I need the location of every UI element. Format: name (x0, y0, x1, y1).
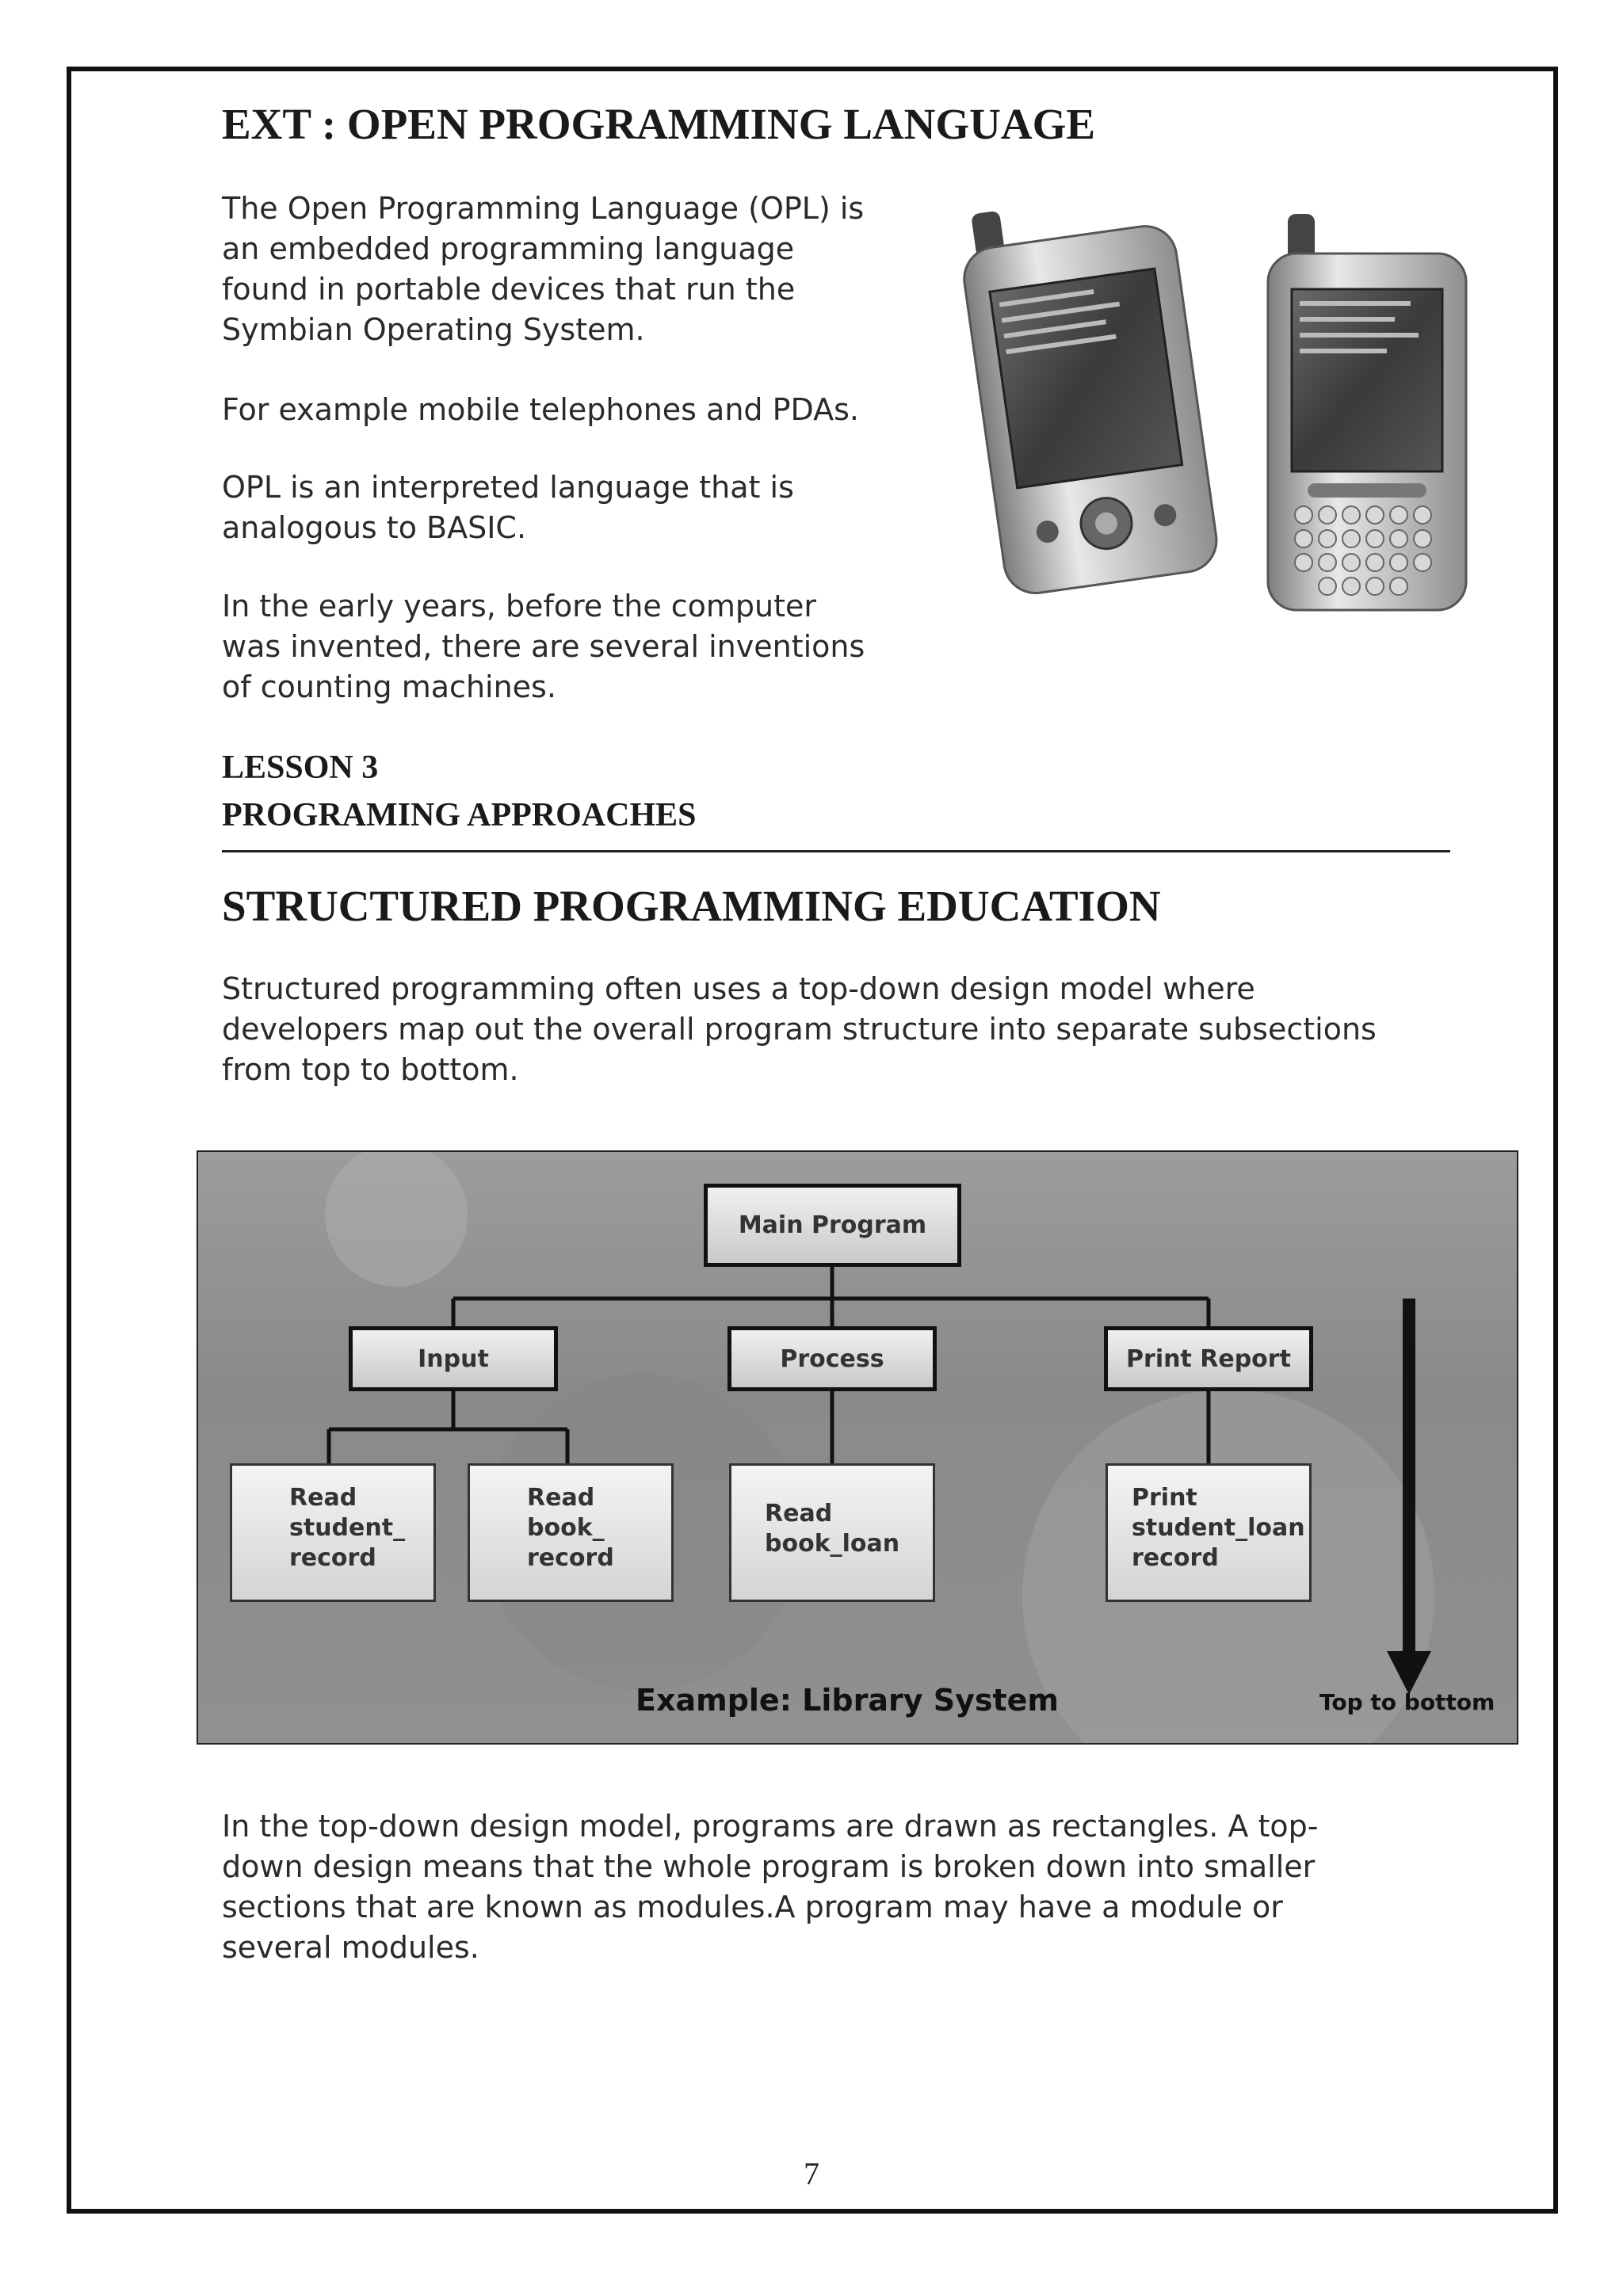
leaf-read-student-record: Read student_ record (230, 1463, 436, 1602)
diagram-caption: Example: Library System (636, 1683, 1059, 1718)
structured-paragraph: Structured programming often uses a top-down design model where developers map out the overall program structure into separate subsections from top to bottom. (222, 971, 1377, 1087)
leaf-read-book-record: Read book_ record (468, 1463, 674, 1602)
process-box: Process (727, 1326, 937, 1391)
top-down-diagram (197, 1150, 1518, 1745)
heading-structured: STRUCTURED PROGRAMMING EDUCATION (222, 882, 1161, 930)
pda-right (1268, 214, 1466, 610)
pda-devices-image (935, 190, 1490, 618)
opl-paragraph-3: OPL is an interpreted language that is analogous to BASIC. (222, 470, 794, 545)
opl-paragraph-2: For example mobile telephones and PDAs. (222, 392, 860, 427)
leaf-print-student-loan-record: Print student_loan record (1106, 1463, 1312, 1602)
opl-paragraph-4: In the early years, before the computer was invented, there are several inventions of counting machines. (222, 589, 865, 704)
bottom-paragraph: In the top-down design model, programs are drawn as rectangles. A top- down design means that the whole program is broken down into smaller sections that are known as modules.A program may have a module or several modules. (222, 1809, 1319, 1965)
input-box: Input (349, 1326, 558, 1391)
print-report-box: Print Report (1104, 1326, 1313, 1391)
heading-opl: EXT : OPEN PROGRAMMING LANGUAGE (222, 100, 1096, 148)
leaf-read-book-loan: Read book_loan (729, 1463, 935, 1602)
opl-paragraph-1: The Open Programming Language (OPL) is an embedded programming language found in portable devices that run the Symbian Operating System. (222, 191, 865, 347)
section-divider (222, 850, 1450, 852)
lesson-title: PROGRAMING APPROACHES (222, 797, 697, 833)
pda-left (955, 190, 1220, 597)
main-program-box: Main Program (704, 1184, 961, 1267)
lesson-label: LESSON 3 (222, 749, 379, 786)
arrow-label: Top to bottom (1319, 1689, 1495, 1715)
page-number: 7 (804, 2156, 819, 2191)
